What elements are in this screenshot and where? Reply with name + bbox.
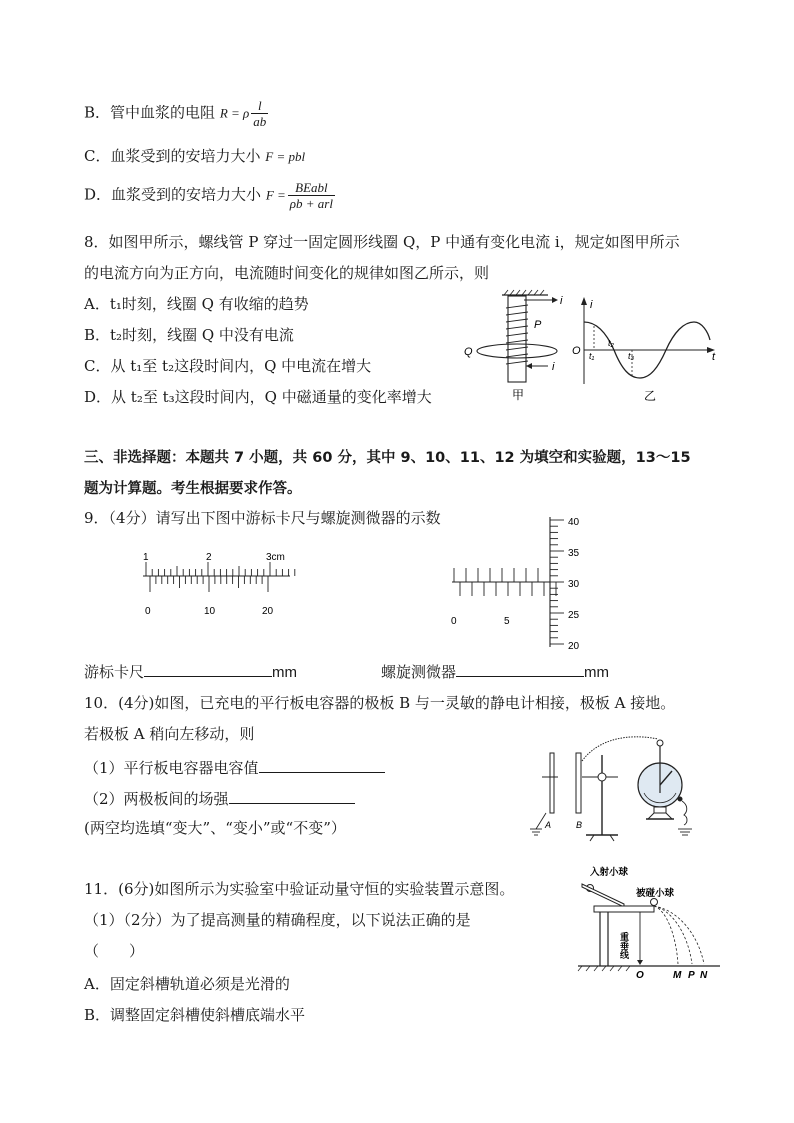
q7-optd-lhs: F = <box>265 187 286 203</box>
fig-label-p: P <box>688 970 695 981</box>
fig-yi-caption: 乙 <box>644 389 657 403</box>
q10-blank1[interactable] <box>259 758 385 773</box>
fig-label-plumb: 重垂线 <box>619 932 629 959</box>
fig-label-n: N <box>700 970 708 981</box>
q11-option-b: B．调整固定斜槽使斜槽底端水平 <box>84 1006 306 1024</box>
fig-jia-label-p: P <box>534 319 542 331</box>
q7-optb-lhs: R = ρ <box>219 105 250 121</box>
q9-answer-micrometer: 螺旋测微器 mm <box>381 663 610 681</box>
q8-option-a: A．t₁时刻，线圈 Q 有收缩的趋势 <box>84 295 309 313</box>
fig-yi-label-o: O <box>572 345 581 357</box>
q10-blank2[interactable] <box>229 789 355 804</box>
fig-label-o: O <box>636 970 644 981</box>
micrometer-thimble-35: 35 <box>568 548 580 559</box>
fig-jia-label-q: Q <box>464 346 473 358</box>
q7-option-b: B．管中血浆的电阻 R = ρ $\frac{l}{ab}$ <box>84 98 267 129</box>
micrometer-thimble-25: 25 <box>568 610 580 621</box>
q10-line2: 若极板 A 稍向左移动，则 <box>84 725 255 743</box>
q8-figure-jia <box>462 288 574 403</box>
fig-label-incident: 入射小球 <box>590 867 629 878</box>
q11-line2: （1）（2分）为了提高测量的精确程度，以下说法正确的是 <box>84 911 471 929</box>
q7-option-c: C．血浆受到的安培力大小 F = pbl <box>84 147 306 165</box>
q7-optc-formula: F = pbl <box>265 149 306 164</box>
caliper-vernier-label-20: 20 <box>262 606 274 617</box>
micrometer-sleeve-label-0: 0 <box>451 616 457 627</box>
caliper-main-label-3: 3cm <box>266 552 285 563</box>
q9-micrometer-figure <box>446 512 606 652</box>
q7-option-d: D．血浆受到的安培力大小 F = $\frac{\text{BEabl}}{\text{ρb + arl}}$ <box>84 180 333 211</box>
q11-line3: （ ） <box>84 942 145 960</box>
fig-label-b: B <box>576 820 583 830</box>
q10-figure <box>528 725 708 843</box>
q11-line1: 11．(6分)如图所示为实验室中验证动量守恒的实验装置示意图。 <box>84 880 515 898</box>
fig-yi-label-t3: t₃ <box>628 351 635 361</box>
q8-stem-line2: 的电流方向为正方向，电流随时间变化的规律如图乙所示，则 <box>84 264 490 282</box>
fig-jia-label-i-bottom: i <box>552 361 555 373</box>
fig-label-m: M <box>673 970 682 981</box>
fig-yi-label-i: i <box>590 299 593 311</box>
q8-figure-yi <box>570 292 720 404</box>
fig-jia-label-i-top: i <box>560 295 563 307</box>
micrometer-answer-blank[interactable] <box>456 662 584 677</box>
q8-option-b: B．t₂时刻，线圈 Q 中没有电流 <box>84 326 294 344</box>
section3-heading-line1: 三、非选择题：本题共 7 小题，共 60 分，其中 9、10、11、12 为填空和实验题，13～15 <box>84 450 691 466</box>
q8-stem-line1: 8．如图甲所示，螺线管 P 穿过一固定圆形线圈 Q，P 中通有变化电流 i，规定如图甲所示 <box>84 233 680 251</box>
q11-option-a: A．固定斜槽轨道必须是光滑的 <box>84 975 290 993</box>
fig-yi-label-t2: t₂ <box>608 338 614 348</box>
q9-stem: 9．（4分）请写出下图中游标卡尺与螺旋测微器的示数 <box>84 509 441 527</box>
caliper-vernier-label-10: 10 <box>204 606 216 617</box>
micrometer-thimble-30: 30 <box>568 579 580 590</box>
micrometer-sleeve-label-5: 5 <box>504 616 510 627</box>
q9-caliper-figure <box>138 548 298 618</box>
q10-note: (两空均选填“变大”、“变小”或“不变”） <box>84 819 346 837</box>
fig-label-target: 被碰小球 <box>636 888 675 899</box>
caliper-main-label-2: 2 <box>206 552 212 563</box>
caliper-main-label-1: 1 <box>143 552 149 563</box>
section3-heading-line2: 题为计算题。考生根据要求作答。 <box>84 481 302 497</box>
q8-option-c: C．从 t₁至 t₂这段时间内，Q 中电流在增大 <box>84 357 372 375</box>
micrometer-thimble-20: 20 <box>568 641 580 652</box>
q8-option-d: D．从 t₂至 t₃这段时间内，Q 中磁通量的变化率增大 <box>84 388 432 406</box>
caliper-vernier-label-0: 0 <box>145 606 151 617</box>
q9-answer-caliper: 游标卡尺 mm <box>84 663 298 681</box>
q10-line1: 10．(4分)如图，已充电的平行板电容器的极板 B 与一灵敏的静电计相接，极板 A 接地。 <box>84 694 676 712</box>
fig-yi-label-t1: t₁ <box>589 351 595 361</box>
q10-item2: （2）两极板间的场强 <box>84 788 355 809</box>
q7-optd-fraction: $\frac{\text{BEabl}}{\text{ρb + arl}}$ <box>289 180 333 211</box>
q11-figure <box>574 864 722 982</box>
fig-jia-caption: 甲 <box>512 388 525 402</box>
micrometer-thimble-40: 40 <box>568 517 580 528</box>
q10-item1: （1）平行板电容器电容值 <box>84 757 385 778</box>
fig-yi-label-t: t <box>712 351 716 363</box>
caliper-answer-blank[interactable] <box>144 662 272 677</box>
q7-optb-fraction: $\frac{l}{ab}$ <box>253 98 267 129</box>
fig-label-a: A <box>545 820 552 830</box>
